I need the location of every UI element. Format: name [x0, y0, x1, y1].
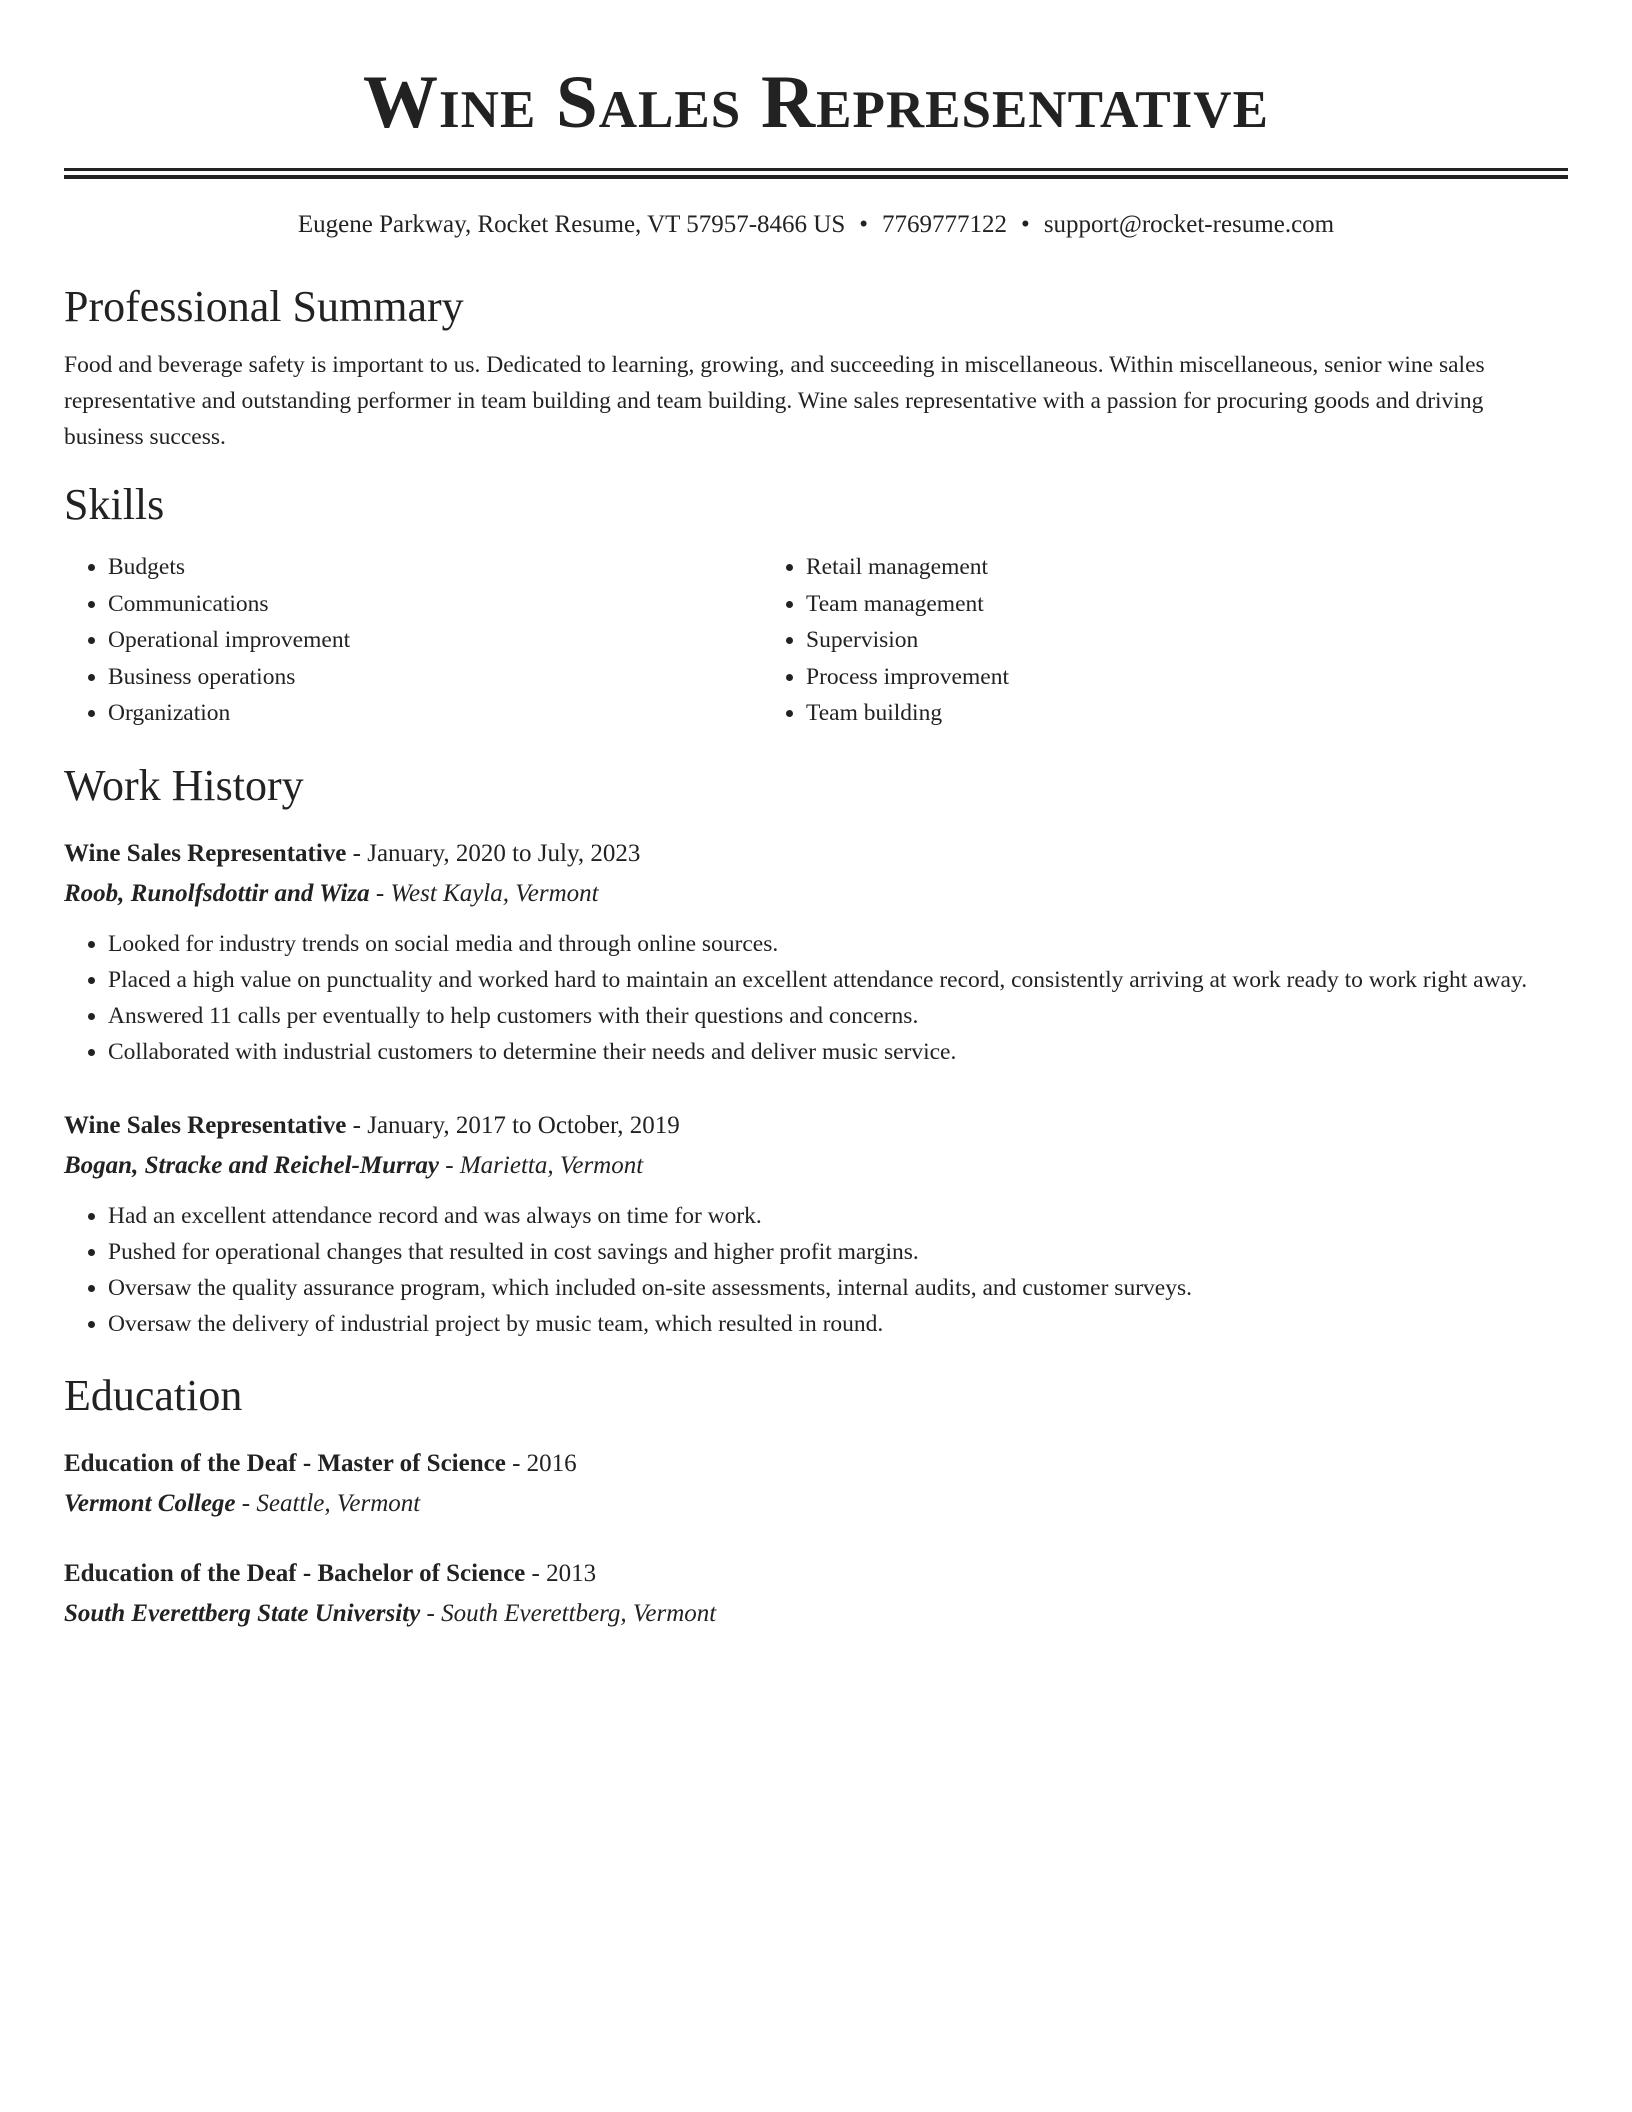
job-employer [64, 1146, 1568, 1186]
skills-heading: Skills [64, 480, 165, 529]
education-degree-line [64, 1444, 1568, 1484]
education-dash: - [235, 1489, 257, 1517]
job-entry [64, 834, 1568, 1070]
education-school-line [64, 1484, 1568, 1524]
education-year: 2013 [546, 1559, 597, 1587]
contact-separator: • [1021, 211, 1030, 238]
skills-list [64, 549, 1568, 732]
education-year: 2016 [526, 1449, 577, 1477]
job-dash: - [346, 839, 368, 867]
header-divider [64, 168, 1568, 179]
job-duties [64, 1198, 1568, 1342]
job-duties [64, 926, 1568, 1070]
job-dash: - [369, 879, 391, 907]
resume-title: Wine Sales Representative [363, 61, 1269, 144]
contact-email: support@rocket-resume.com [1043, 211, 1335, 238]
job-duty: • Oversaw the delivery of industrial project by music team, which resulted in round. [108, 1306, 1568, 1342]
job-duty: • Placed a high value on punctuality and worked hard to maintain an excellent attendance record, consistently arriving at work ready to work right away. [108, 962, 1568, 998]
job-dash: - [346, 1111, 368, 1139]
education-heading: Education [64, 1370, 243, 1420]
skills-column-right [762, 549, 1504, 732]
skill-item: • Team building [806, 695, 1504, 732]
contact-line [64, 209, 1568, 241]
skill-item: • Communications [108, 586, 762, 623]
contact-address: Eugene Parkway, Rocket Resume, VT 57957-8466 US [297, 211, 846, 238]
job-entry [64, 1106, 1568, 1342]
job-location: Marietta, Vermont [459, 1151, 644, 1179]
job-dates: January, 2020 to July, 2023 [367, 839, 641, 867]
education-degree: Education of the Deaf - Bachelor of Science [64, 1559, 526, 1587]
skill-item: • Process improvement [806, 659, 1504, 696]
job-position: Wine Sales Representative [64, 839, 347, 867]
education-school-line [64, 1594, 1568, 1634]
summary-heading: Professional Summary [64, 282, 464, 331]
job-duty: • Oversaw the quality assurance program, which included on-site assessments, internal audits, and customer surveys. [108, 1270, 1568, 1306]
job-duty: • Collaborated with industrial customers to determine their needs and deliver music service. [108, 1034, 1568, 1070]
job-dash: - [439, 1151, 460, 1179]
skill-item: • Operational improvement [108, 622, 762, 659]
skill-item: • Retail management [806, 549, 1504, 586]
contact-phone: 7769777122 [882, 211, 1008, 238]
job-employer [64, 874, 1568, 914]
education-school: South Everettberg State University [64, 1599, 421, 1627]
education-degree-line [64, 1554, 1568, 1594]
education-location: Seattle, Vermont [256, 1489, 421, 1517]
job-company: Roob, Runolfsdottir and Wiza [64, 879, 370, 907]
job-company: Bogan, Stracke and Reichel-Murray [64, 1151, 440, 1179]
job-location: West Kayla, Vermont [390, 879, 599, 907]
work-history-heading: Work History [64, 760, 304, 810]
job-heading [64, 1106, 1568, 1146]
job-duty: • Had an excellent attendance record and was always on time for work. [108, 1198, 1568, 1234]
education-entry [64, 1554, 1568, 1634]
job-duty: • Answered 11 calls per eventually to help customers with their questions and concerns. [108, 998, 1568, 1034]
summary-text: Food and beverage safety is important to us. Dedicated to learning, growing, and succeeding in miscellaneous. Within miscellaneous, senior wine sales representative and outstanding performer in team building and team building. Wine sales representative with a passion for procuring goods and driving business success. [64, 352, 1485, 450]
skill-item: • Team management [806, 586, 1504, 623]
skill-item: • Organization [108, 695, 762, 732]
skill-item: • Supervision [806, 622, 1504, 659]
job-dates: January, 2017 to October, 2019 [367, 1111, 680, 1139]
job-heading [64, 834, 1568, 874]
education-school: Vermont College [64, 1489, 236, 1517]
education-degree: Education of the Deaf - Master of Science [64, 1449, 506, 1477]
education-dash: - [525, 1559, 547, 1587]
job-position: Wine Sales Representative [64, 1111, 347, 1139]
job-duty: • Pushed for operational changes that resulted in cost savings and higher profit margins. [108, 1234, 1568, 1270]
job-duty: • Looked for industry trends on social media and through online sources. [108, 926, 1568, 962]
education-dash: - [420, 1599, 442, 1627]
skills-column-left [64, 549, 762, 732]
skill-item: • Budgets [108, 549, 762, 586]
education-location: South Everettberg, Vermont [441, 1599, 717, 1627]
contact-separator: • [859, 211, 869, 238]
education-entry [64, 1444, 1568, 1524]
education-dash: - [505, 1449, 527, 1477]
skill-item: • Business operations [108, 659, 762, 696]
